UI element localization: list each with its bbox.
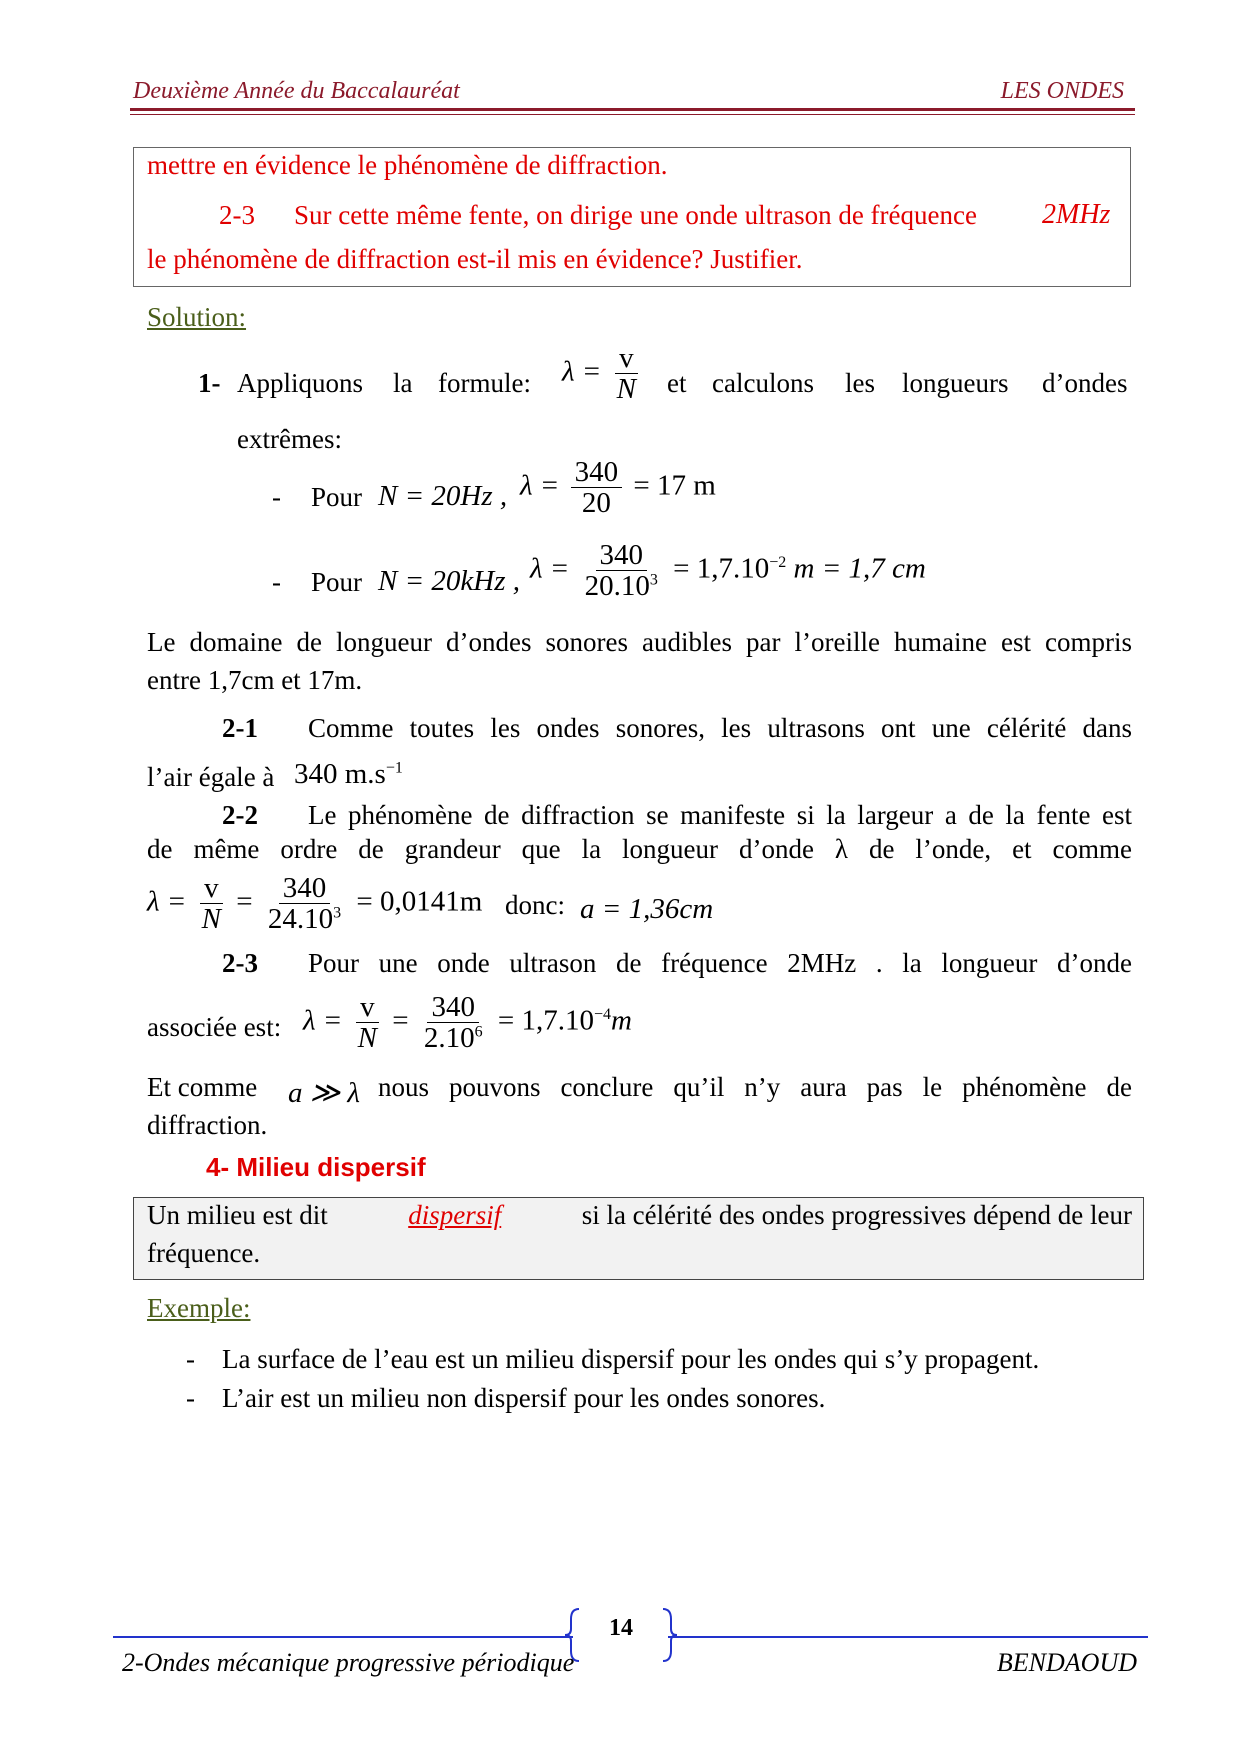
- section4-title: 4- Milieu dispersif: [206, 1152, 426, 1182]
- bullet2-text: Pour: [311, 567, 363, 597]
- p23-result-unit: m: [610, 1004, 632, 1037]
- p22-den1: N: [201, 903, 221, 936]
- p1-formula-num: v: [615, 343, 638, 374]
- bullet2-den: 20.10: [584, 570, 650, 603]
- p22-a-value: a = 1,36cm: [580, 893, 714, 925]
- bullet2-dash: -: [272, 567, 281, 597]
- p22-donc: donc:: [505, 890, 565, 920]
- p1-word-2: la: [393, 368, 413, 398]
- concl-line2: diffraction.: [147, 1110, 268, 1140]
- p21-value: 340 m.s: [294, 758, 386, 790]
- page-number: 14: [609, 1615, 633, 1641]
- bullet1-den: 20: [581, 487, 611, 520]
- p22-eq: =: [236, 885, 253, 918]
- definition-keyword: dispersif: [408, 1200, 502, 1230]
- bullet1-text: Pour: [311, 482, 363, 512]
- bullet2-lhs: λ =: [530, 552, 570, 585]
- question-frequency: 2MHz: [1042, 199, 1111, 230]
- footer-rule-right: [668, 1636, 1148, 1638]
- p22-number: 2-2: [222, 800, 258, 830]
- p22-num2: 340: [279, 873, 331, 904]
- question-number: 2-3: [219, 200, 255, 230]
- p1-formula-lhs: λ =: [562, 355, 602, 388]
- footer-rule-left: [113, 1636, 573, 1638]
- p22-lhs: λ =: [147, 885, 187, 918]
- solution-heading: Solution:: [147, 302, 247, 332]
- bullet1-lhs: λ =: [520, 469, 560, 502]
- question-box: [133, 147, 1131, 287]
- concl-line1-a: Et comme: [147, 1072, 258, 1102]
- p1-formula: [562, 343, 644, 405]
- p23-den2-exp: 6: [474, 1023, 483, 1041]
- question-text: Sur cette même fente, on dirige une onde ultrason de fréquence: [294, 200, 977, 230]
- p1-line2: extrêmes:: [237, 424, 342, 454]
- bullet1-num: 340: [571, 457, 623, 488]
- p21-number: 2-1: [222, 713, 258, 743]
- p23-num2: 340: [427, 992, 479, 1023]
- p23-assoc: associée est:: [147, 1012, 282, 1042]
- p23-result: = 1,7.10: [497, 1004, 594, 1037]
- question-box-line3: le phénomène de diffraction est-il mis en évidence? Justifier.: [147, 244, 803, 274]
- p23-line1: Pour une onde ultrason de fréquence 2MHz . la longueur d’onde: [308, 948, 1132, 978]
- bullet2-den-exp: 3: [649, 571, 658, 589]
- p1-word-1: Appliquons: [237, 368, 364, 398]
- p21-exp: −1: [385, 759, 403, 777]
- p22-line2: de même ordre de grandeur que la longueur d’onde λ de l’onde, et comme: [147, 834, 1132, 864]
- p21-value-wrap: [294, 758, 403, 791]
- domain-line2: entre 1,7cm et 17m.: [147, 665, 363, 695]
- question-box-line1: mettre en évidence le phénomène de diffraction.: [147, 150, 668, 180]
- p1-formula-den: N: [616, 373, 636, 406]
- bullet1-dash: -: [272, 482, 281, 512]
- p1-after-4: longueurs: [902, 368, 1009, 398]
- p23-eq: =: [392, 1004, 409, 1037]
- p22-formula: [147, 873, 482, 935]
- p1-after-2: calculons: [712, 368, 814, 398]
- definition-line1: [147, 1200, 1132, 1231]
- p23-den1: N: [357, 1022, 377, 1055]
- header-rule: [130, 108, 1135, 111]
- bullet2-result-exp: −2: [769, 553, 787, 571]
- p22-result: = 0,0141m: [356, 885, 483, 918]
- definition-box: [133, 1197, 1144, 1280]
- p22-line1: Le phénomène de diffraction se manifeste si la largeur a de la fente est: [308, 800, 1132, 830]
- definition-before: Un milieu est dit: [147, 1200, 328, 1230]
- bullet1-formula: [520, 457, 716, 519]
- example-item-1: La surface de l’eau est un milieu dispersif pour les ondes qui s’y propagent.: [222, 1344, 1040, 1374]
- p23-result-exp: −4: [593, 1005, 611, 1023]
- bullet2-result-2: m = 1,7 cm: [793, 552, 926, 585]
- p23-formula: [303, 992, 632, 1054]
- p1-after-5: d’ondes: [1042, 368, 1128, 398]
- p21-line1: Comme toutes les ondes sonores, les ultrasons ont une célérité dans: [308, 713, 1132, 743]
- bullet2-result: = 1,7.10: [673, 552, 770, 585]
- concl-line1-b: nous pouvons conclure qu’il n’y aura pas le phénomène de: [378, 1072, 1132, 1102]
- p22-den2-exp: 3: [333, 904, 342, 922]
- definition-line2: fréquence.: [147, 1238, 261, 1268]
- footer-left: 2-Ondes mécanique progressive périodique: [122, 1648, 575, 1677]
- p23-den2: 2.10: [423, 1022, 475, 1055]
- example-dash-2: -: [186, 1383, 195, 1413]
- p22-num1: v: [200, 873, 223, 904]
- bullet2-frequency: N = 20kHz ,: [378, 565, 521, 597]
- p21-line2: l’air égale à: [147, 762, 275, 792]
- example-item-2: L’air est un milieu non dispersif pour les ondes sonores.: [222, 1383, 826, 1413]
- header-right: LES ONDES: [1000, 78, 1124, 104]
- p23-num1: v: [356, 992, 379, 1023]
- definition-after: si la célérité des ondes progressives dépend de leur: [581, 1200, 1132, 1230]
- p22-den2: 24.10: [267, 903, 334, 936]
- concl-relation: a ≫ λ: [288, 1077, 360, 1109]
- bullet2-num: 340: [596, 540, 648, 571]
- p1-number: 1-: [198, 368, 221, 398]
- header-rule-thin: [130, 114, 1135, 115]
- bullet1-frequency: N = 20Hz ,: [378, 480, 508, 512]
- p1-after-3: les: [845, 368, 875, 398]
- footer-right: BENDAOUD: [996, 1648, 1137, 1677]
- bullet2-formula: [530, 540, 926, 602]
- p1-after-1: et: [667, 368, 687, 398]
- example-heading: Exemple:: [147, 1293, 251, 1323]
- header-left: Deuxième Année du Baccalauréat: [133, 78, 460, 104]
- bullet1-result: = 17 m: [633, 469, 716, 502]
- p1-word-3: formule:: [438, 368, 531, 398]
- domain-line1: Le domaine de longueur d’ondes sonores audibles par l’oreille humaine est compris: [147, 627, 1132, 657]
- p23-number: 2-3: [222, 948, 258, 978]
- p23-lhs: λ =: [303, 1004, 343, 1037]
- example-dash-1: -: [186, 1344, 195, 1374]
